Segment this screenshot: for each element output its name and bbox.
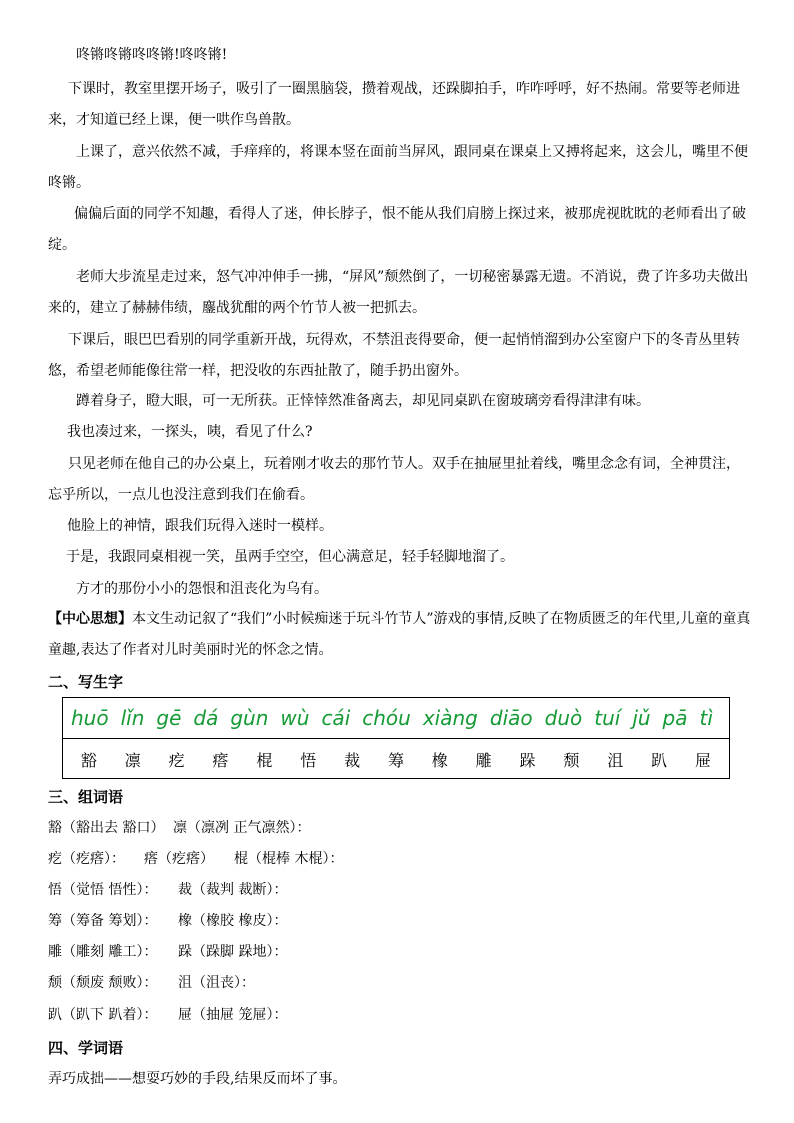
word-group: 瘩（疙瘩） xyxy=(144,851,214,867)
story-paragraph-1: 下课时，教室里摆开场子，吸引了一圈黑脑袋，攒着观战，还跺脚拍手，咋咋呼呼，好不热闹。常要等老师进来，才知道已经上课，便一哄作鸟兽散。 xyxy=(48,81,740,128)
story-paragraph-2: 上课了，意兴依然不减，手痒痒的，将课本竖在面前当屏风，跟同桌在课桌上又搏将起来，这会儿，嘴里不便咚锵。 xyxy=(48,144,748,191)
pinyin-cell: wù xyxy=(280,706,310,730)
word-group: 跺（跺脚 跺地）： xyxy=(178,944,288,960)
story-paragraph-9: 他脸上的神情，跟我们玩得入迷时一模样。 xyxy=(67,518,333,534)
story-paragraph-5: 下课后，眼巴巴看别的同学重新开战，玩得欢，不禁沮丧得要命，便一起悄悄溜到办公室窗户下的冬青丛里转悠，希望老师能像往常一样，把没收的东西扯散了，随手扔出窗外。 xyxy=(48,332,740,379)
word-group: 沮（沮丧）： xyxy=(178,975,255,991)
character-cell: 沮 xyxy=(607,750,624,770)
pinyin-cell: cái xyxy=(321,706,351,730)
character-cell: 屉 xyxy=(694,750,711,770)
word-group: 悟（觉悟 悟性）： xyxy=(48,882,158,898)
story-paragraph-3: 偏偏后面的同学不知趣，看得人了迷，伸长脖子，恨不能从我们肩膀上探过来，被那虎视眈眈的老师看出了破绽。 xyxy=(48,206,746,253)
character-cell: 豁 xyxy=(80,750,97,770)
character-cell: 凛 xyxy=(124,750,141,770)
story-paragraph-4: 老师大步流星走过来，怒气冲冲伸手一拂，“屏风”颓然倒了，一切秘密暴露无遗。不消说，费了许多功夫做出来的，建立了赫赫伟绩，鏖战犹酣的两个竹节人被一把抓去。 xyxy=(48,269,749,316)
characters-row xyxy=(63,739,729,779)
idiom-entry: 弄巧成拙——想耍巧妙的手段,结果反而坏了事。 xyxy=(48,1071,347,1087)
pinyin-cell: pā xyxy=(662,706,688,730)
character-cell: 筹 xyxy=(387,750,404,770)
pinyin-cell: tì xyxy=(699,706,713,730)
character-cell: 疙 xyxy=(168,750,185,770)
story-line-0: 咚锵咚锵咚咚锵!咚咚锵! xyxy=(76,47,228,63)
section-2-heading: 二、写生字 xyxy=(48,673,124,691)
pinyin-cell: tuí xyxy=(594,706,621,730)
pinyin-cell: gùn xyxy=(230,706,269,730)
pinyin-cell: lǐn xyxy=(120,706,145,730)
pinyin-cell: huō xyxy=(71,706,109,730)
pinyin-cell: duò xyxy=(544,706,583,730)
section-3-heading: 三、组词语 xyxy=(48,788,124,806)
word-group: 豁（豁出去 豁口） xyxy=(48,820,165,836)
pinyin-cell: chóu xyxy=(362,706,411,730)
central-idea-text: 本文生动记叙了“我们”小时候痴迷于玩斗竹节人”游戏的事情,反映了在物质匮乏的年代里,儿童的童真童趣,表达了作者对儿时美丽时光的怀念之情。 xyxy=(48,611,751,658)
section-4-heading: 四、学词语 xyxy=(48,1039,124,1057)
character-cell: 趴 xyxy=(651,750,668,770)
pinyin-cell: jǔ xyxy=(632,706,651,730)
character-cell: 瘩 xyxy=(212,750,229,770)
word-group: 橡（橡胶 橡皮）： xyxy=(178,913,288,929)
character-cell: 棍 xyxy=(256,750,273,770)
word-group: 棍（棍棒 木棍）： xyxy=(234,851,344,867)
character-cell: 雕 xyxy=(475,750,492,770)
word-group: 凛（凛冽 正气凛然）： xyxy=(173,820,311,836)
story-paragraph-7: 我也凑过来，一探头，咦，看见了什么? xyxy=(67,424,313,440)
character-cell: 橡 xyxy=(431,750,448,770)
pinyin-cell: xiàng xyxy=(422,706,478,730)
story-paragraph-6: 蹲着身子，瞪大眼，可一无所获。正悻悻然准备离去，却见同桌趴在窗玻璃旁看得津津有味。 xyxy=(76,393,650,409)
word-group: 颓（颓废 颓败）： xyxy=(48,975,158,991)
pinyin-cell: gē xyxy=(156,706,182,730)
central-idea xyxy=(48,604,751,666)
character-cell: 跺 xyxy=(519,750,536,770)
character-cell: 颓 xyxy=(563,750,580,770)
word-group: 雕（雕刻 雕工）： xyxy=(48,944,158,960)
characters-table xyxy=(62,697,730,779)
word-group: 屉（抽屉 笼屉）： xyxy=(178,1007,288,1023)
character-cell: 裁 xyxy=(344,750,361,770)
word-group: 疙（疙瘩）： xyxy=(48,851,125,867)
story-paragraph-11: 方才的那份小小的怨恨和沮丧化为乌有。 xyxy=(76,581,328,597)
story-paragraph-10: 于是，我跟同桌相视一笑，虽两手空空，但心满意足，轻手轻脚地溜了。 xyxy=(66,549,514,565)
pinyin-row xyxy=(63,698,729,739)
word-group: 裁（裁判 裁断）： xyxy=(178,882,288,898)
character-cell: 悟 xyxy=(300,750,317,770)
story-paragraph-8: 只见老师在他自己的办公桌上，玩着刚才收去的那竹节人。双手在抽屉里扯着线，嘴里念念有词，全神贯注，忘乎所以，一点儿也没注意到我们在偷看。 xyxy=(48,456,740,503)
word-group: 趴（趴下 趴着）： xyxy=(48,1007,158,1023)
word-group: 筹（筹备 筹划）： xyxy=(48,913,158,929)
pinyin-cell: dá xyxy=(193,706,219,730)
central-idea-label: 【中心思想】 xyxy=(48,611,132,627)
pinyin-cell: diāo xyxy=(489,706,533,730)
